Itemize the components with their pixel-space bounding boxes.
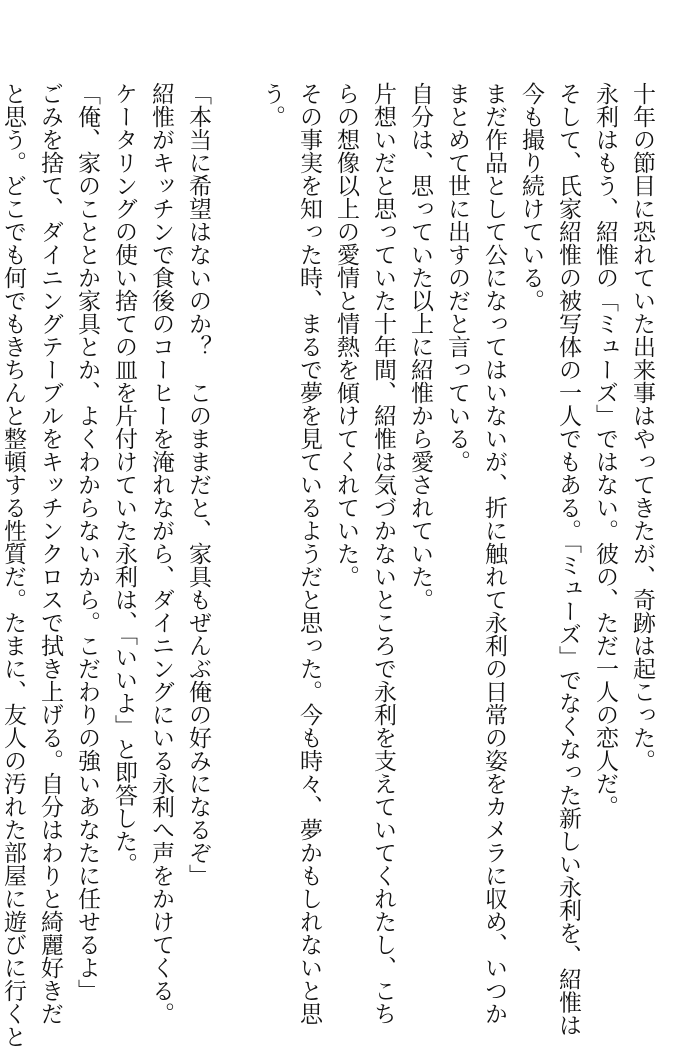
text-line: 紹惟がキッチンで食後のコーヒーを淹れながら、ダイニングにいる永利へ声をかけてくる。 [148,82,174,1025]
text-line: 十年の節目に恐れていた出来事はやってきたが、奇跡は起こった。 [629,82,655,772]
text-line: ごみを捨て、ダイニングテーブルをキッチンクロスで拭き上げる。自分はわりと綺麗好きだ [37,82,63,1025]
text-line: 片想いだと思っていた十年間、紹惟は気づかないところで永利を支えていてくれたし、こち [370,82,396,1025]
text-line: 永利はもう、紹惟の「ミューズ」ではない。彼の、ただ一人の恋人だ。 [592,82,618,818]
text-line: う。 [259,82,285,128]
text-line: 「俺、家のこととか家具とか、よくわからないから。こだわりの強いあなたに任せるよ」 [74,82,100,1002]
text-line: その事実を知った時、まるで夢を見ているようだと思った。今も時々、夢かもしれないと思 [296,82,322,1025]
text-line: 今も撮り続けている。 [518,82,544,312]
text-line: 「本当に希望はないのか？ このままだと、家具もぜんぶ俺の好みになるぞ」 [185,82,211,887]
text-line: ケータリングの使い捨ての皿を片付けていた永利は、「いいよ」と即答した。 [111,82,137,876]
text-line: と思う。どこでも何でもきちんと整頓する性質だ。たまに、友人の汚れた部屋に遊びに行くと [0,82,26,1048]
text-line: そして、氏家紹惟の被写体の一人でもある。「ミューズ」でなくなった新しい永利を、紹惟は [555,82,581,1037]
blank-line [216,82,253,982]
text-line: まだ作品として公になってはいないが、折に触れて永利の日常の姿をカメラに収め、いつか [481,82,507,1025]
text-line: 自分は、思っていた以上に紹惟から愛されていた。 [407,82,433,611]
text-line: まとめて世に出すのだと言っている。 [444,82,470,473]
text-line: らの想像以上の愛情と情熱を傾けてくれていた。 [333,82,359,588]
vertical-text-block [0,82,660,1048]
